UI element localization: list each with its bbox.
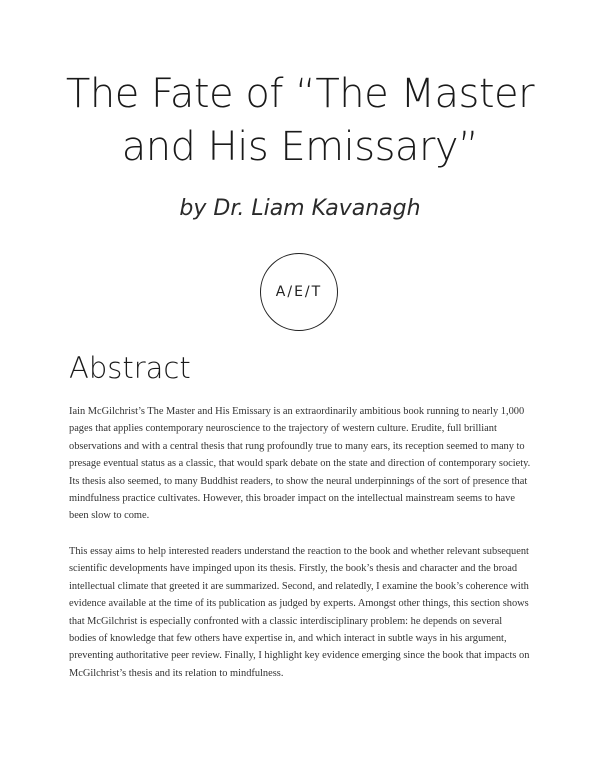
abstract-paragraph-2: This essay aims to help interested readers understand the reaction to the book and whether relevant subsequent scientific developments have impinged upon its thesis. Firstly, the book’s thesis and character and the broad intellectual climate that greeted it are summarized. Second, and relatedly, I examine the book’s coherence with evidence available at the time of its publication as judged by experts. Amongst other things, this section shows that McGilchrist is especially confronted with a classic interdisciplinary problem: he depends on several bodies of knowledge that few others have expertise in, and which interact in subtle ways in his argument, preventing authoritative peer review. Finally, I highlight key evidence emerging since the book that impacts on McGilchrist’s thesis and its relation to mindfulness. xyxy=(69,546,530,679)
abstract-heading: Abstract xyxy=(69,351,191,385)
logo-text: A/E/T xyxy=(275,284,323,300)
aet-logo xyxy=(260,253,338,331)
document-title xyxy=(0,68,600,174)
title-line-2: and His Emissary” xyxy=(121,124,479,170)
title-line-1: The Fate of “The Master xyxy=(65,71,535,117)
author-byline: by Dr. Liam Kavanagh xyxy=(179,196,421,221)
abstract-paragraph-1: Iain McGilchrist’s The Master and His Emissary is an extraordinarily ambitious book running to nearly 1,000 pages that applies contemporary neuroscience to the trajectory of western culture. Erudite, full brilliant observations and with a central thesis that rung profoundly true to many ears, its reception seemed to many to presage eventual status as a classic, that would spark debate on the state and direction of contemporary society. Its thesis also seemed, to many Buddhist readers, to show the neural underpinnings of the sort of presence that mindfulness practice cultivates. However, this broader impact on the intellectual mainstream seems to have been slow to come. xyxy=(69,406,531,522)
